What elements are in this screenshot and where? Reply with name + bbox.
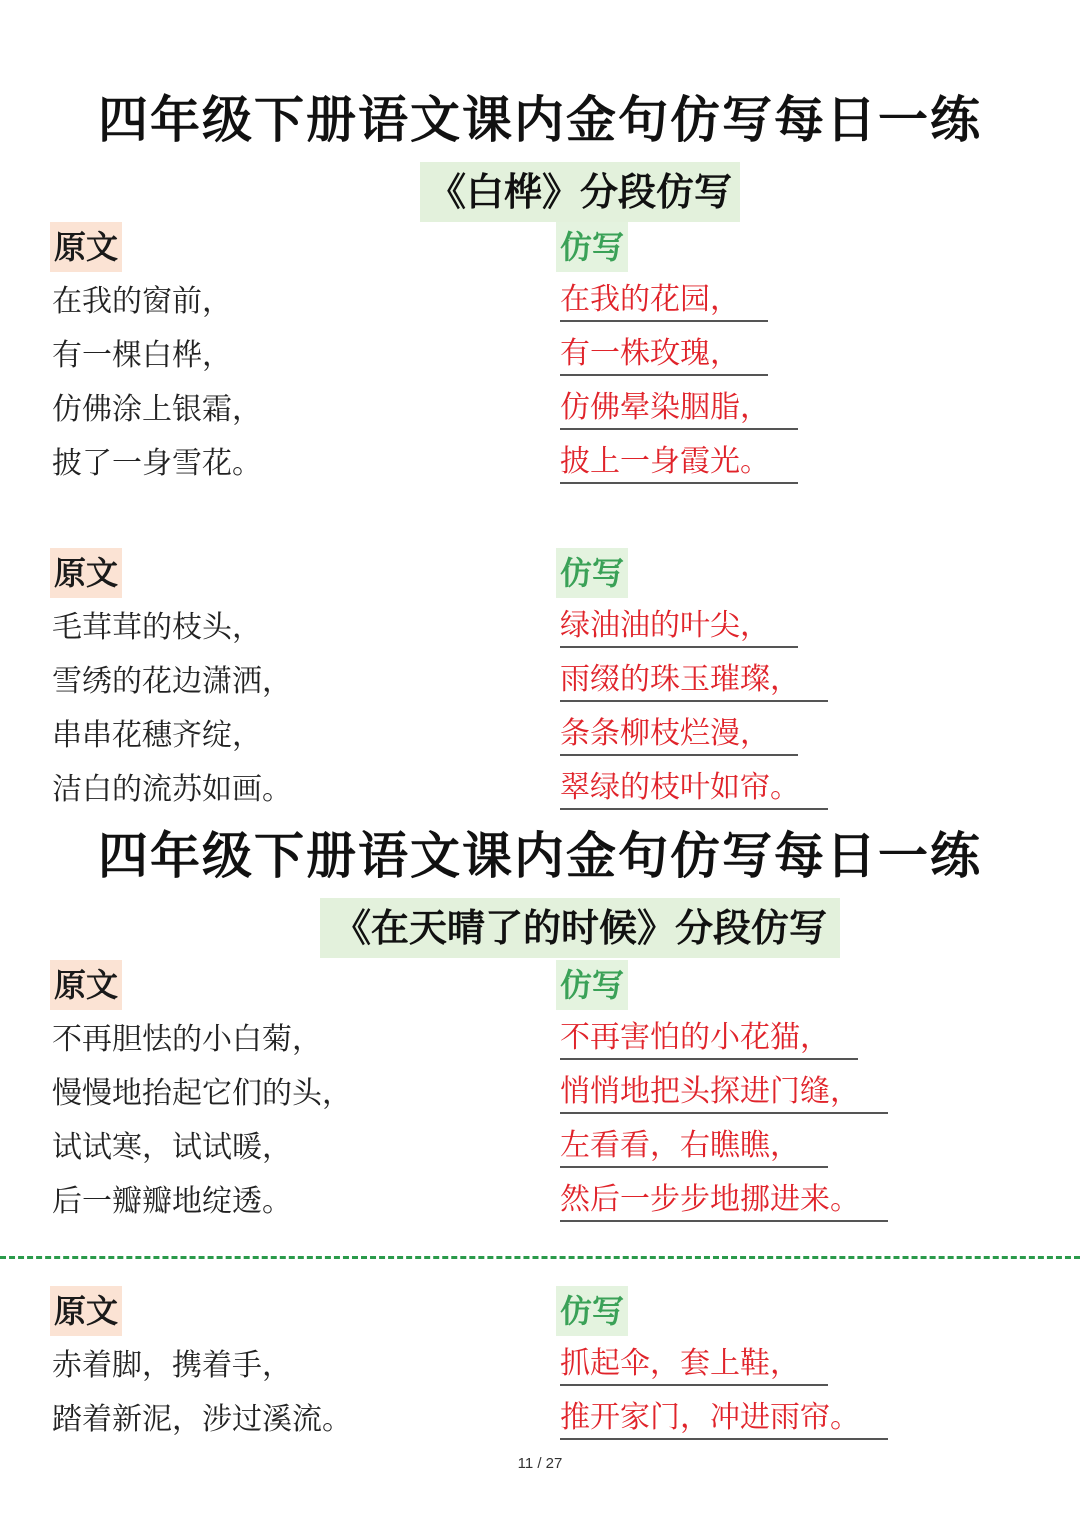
original-line: 仿佛涂上银霜， <box>52 392 262 427</box>
original-line: 不再胆怯的小白菊， <box>52 1022 322 1057</box>
section-subtitle: 《白桦》分段仿写 <box>420 162 740 222</box>
original-line: 踏着新泥，涉过溪流。 <box>52 1402 352 1437</box>
original-line: 试试寒，试试暖， <box>52 1130 292 1165</box>
imitation-line: 翠绿的枝叶如帘。 <box>560 768 828 810</box>
original-line: 洁白的流苏如画。 <box>52 772 292 807</box>
imitation-line: 仿佛晕染胭脂， <box>560 388 798 430</box>
section-subtitle: 《在天晴了的时候》分段仿写 <box>320 898 840 958</box>
original-line: 慢慢地抬起它们的头， <box>52 1076 352 1111</box>
imitation-label: 仿写 <box>556 1286 628 1336</box>
imitation-line: 绿油油的叶尖， <box>560 606 798 648</box>
imitation-line: 推开家门，冲进雨帘。 <box>560 1398 888 1440</box>
imitation-label: 仿写 <box>556 960 628 1010</box>
imitation-line: 左看看，右瞧瞧， <box>560 1126 828 1168</box>
original-label: 原文 <box>50 222 122 272</box>
imitation-label: 仿写 <box>556 548 628 598</box>
main-title: 四年级下册语文课内金句仿写每日一练 <box>98 91 982 149</box>
original-label: 原文 <box>50 960 122 1010</box>
imitation-line: 雨缀的珠玉璀璨， <box>560 660 828 702</box>
imitation-line: 有一株玫瑰， <box>560 334 768 376</box>
original-label: 原文 <box>50 548 122 598</box>
imitation-line: 悄悄地把头探进门缝， <box>560 1072 888 1114</box>
main-title: 四年级下册语文课内金句仿写每日一练 <box>98 827 982 885</box>
original-line: 后一瓣瓣地绽透。 <box>52 1184 292 1219</box>
imitation-line: 然后一步步地挪进来。 <box>560 1180 888 1222</box>
imitation-line: 抓起伞，套上鞋， <box>560 1344 828 1386</box>
imitation-line: 披上一身霞光。 <box>560 442 798 484</box>
page-number: 11 / 27 <box>517 1455 563 1472</box>
original-line: 雪绣的花边潇洒， <box>52 664 292 699</box>
original-label: 原文 <box>50 1286 122 1336</box>
imitation-line: 不再害怕的小花猫， <box>560 1018 858 1060</box>
dashed-divider <box>0 1256 1080 1259</box>
original-line: 毛茸茸的枝头， <box>52 610 262 645</box>
imitation-label: 仿写 <box>556 222 628 272</box>
original-line: 有一棵白桦， <box>52 338 232 373</box>
original-line: 披了一身雪花。 <box>52 446 262 481</box>
imitation-line: 条条柳枝烂漫， <box>560 714 798 756</box>
imitation-line: 在我的花园， <box>560 280 768 322</box>
original-line: 串串花穗齐绽， <box>52 718 262 753</box>
original-line: 在我的窗前， <box>52 284 232 319</box>
original-line: 赤着脚，携着手， <box>52 1348 292 1383</box>
